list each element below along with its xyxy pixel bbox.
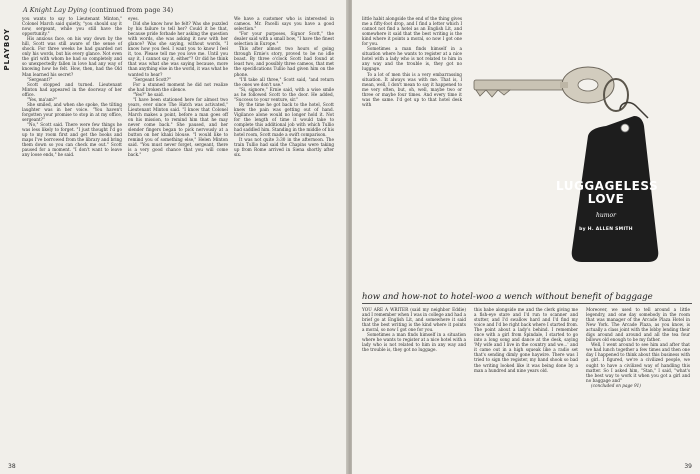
paragraph: "For your purposes, Signor Scott," the dealer said with a small bow, "I have the finest selection in Europe."	[234, 31, 334, 47]
title-line-2: LOVE	[587, 192, 625, 206]
paragraph: His anxious face, on his way down by the hill, Scott was still aware of the sense of shock. For three weeks he had guarded not only his words, but his every glance. Not even the girl with whom he had so completely and so unexpectedly fallen in love had any way of knowing how he felt. How, then, had the Old Man learned his secret?	[22, 36, 122, 77]
paragraph: eyes.	[128, 16, 139, 21]
paragraph: this babe alongside me and the clerk giving me a fish-eye stare and I'd run to scanner and stutter, and I'd swallow hard and I'd find my voice and I'd be right back where I started from. The point about a lady's behind. I remember once with a girl from Spindale, I started to go into a long song and dance at the desk, saying 'My wife and I live in the country and we...' and it came out in a high squeak like a radio set that's sending dimly gone haywire. There was I tried to sign the register, my hand shook so bad the writing looked like it was being done by a man a hundred and nine years old.	[474, 307, 578, 373]
paragraph: To a lot of men this is a very embarrassing situation. It always was with me. That is, I mean, well, I don't mean to say it happened to me very often, but, oh, well, maybe two or three or maybe four times. And every time it was the same. I'd get up to that hotel desk with	[362, 71, 462, 107]
magazine-name-vertical: PLAYBOY	[3, 28, 11, 71]
paragraph: "No," Scott said. There were few things he was less likely to forget. "I just thought I'd go up to my room first and get the books and maps I've borrowed from the library and bring them down so you can check me out." Scott paused for a moment. "I don't want to leave any loose ends," he said.	[22, 121, 122, 158]
left-column-2	[128, 16, 228, 461]
divider	[362, 303, 692, 304]
paragraph: "Yes?" he said.	[133, 91, 164, 97]
running-head-title: A Knight Lay Dying	[23, 6, 88, 14]
page-number-left: 38	[8, 463, 16, 470]
article-deck: how and how-not to hotel-woo a wench without benefit of baggage	[362, 292, 653, 302]
article-byline: by H. ALLEN SMITH	[579, 227, 633, 232]
right-column-bottom-1	[362, 307, 466, 462]
article-genre: humor	[596, 212, 616, 219]
paragraph: "I'll take all three," Scott said, "and return the ones we don't use."	[234, 76, 334, 87]
paragraph: Did she know how he felt? Was she puzzled by his failure to tell her? Could it be that, because pride forbade her asking the question with words, she was asking it now with her glance? Was she saying, without words, "I know how you feel. I want you to know I feel it, too. Please tell me you love me. Until you say it, I cannot say it, either"? Or did he think that was what she was saying because, more than anything else in the world, it was what he wanted to hear?	[128, 21, 228, 77]
paragraph: By the time he got back to the hotel, Scott knew the pain was getting out of hand. Vigilance alone would no longer hold it. Not for the length of time it would take to complete this additional job with which Tullio had saddled him. Standing in the middle of his hotel room, Scott made a swift comparison.	[234, 101, 334, 138]
right-column-bottom-3	[586, 307, 690, 462]
right-page	[352, 0, 700, 474]
paragraph: Sometimes a man finds himself in a situation where he wants to register at a nice hotel with a lady who is not related to him in any way and the trouble is, they got no luggage.	[362, 332, 466, 353]
paragraph: For a stunned moment he did not realize she had broken the silence.	[128, 81, 228, 92]
paragraph: This after almost two hours of going through Ernie's story, proved to be no idle boast. By three o'clock Scott had found at least two, and possibly three cameos, that met the specifications Tullio had given him on the phone.	[234, 46, 334, 77]
paragraph: Well, I went around to see him and after that we had lunch together a few times and then one day I happened to think about this business with a girl. I figured, we're a civilized people, we ought to have a civilized way of handling this matter. So I asked him, "Stan," I said, "what's the best way to work it when you got a girl and no baggage and"	[586, 342, 690, 383]
title-line-1: LUGGAGELESS	[556, 179, 659, 193]
running-head	[23, 6, 173, 14]
paragraph: "Yes, ma'am?"	[27, 96, 57, 102]
paragraph: "I have been stationed here for almost two years, ever since The Hatch was activated," Lieutenant Minton said. "I know that Colonel March makes a point, before a man goes off on his mission, to remind him that he may never come back." She paused, and her slender fingers began to pick nervously at a button on her khaki blouse. "I would like to remind you of something else," Helen Minton said. "You must never forget, sergeant, there is a very good chance that you will come back."	[128, 96, 228, 158]
paragraph: Moreover, we used to tell around a little legendry, and one day somebody in the room that was manager of the Arcade Plaza Hotel in New York. The Arcade Plaza, as you know, is actually a class joint with the lobby lending their digs around and around and all the tea four billows old enough to be my father.	[586, 307, 690, 343]
paragraph: little habit alongside the end of the thing gives me a fifty-foot drop, and I find a letter which I cannot not find a hotel as an English Lit, and somewhere it said that the best writing is the kind where it points a moral, so now I got one for you.	[362, 16, 462, 47]
paragraph: She smiled, and when she spoke, the tilting laughter was in her voice. "You haven't forgotten your promise to stop in at my office, sergeant?"	[22, 101, 122, 122]
paragraph: "Si, signore," Ernie said, with a wise smile as he followed Scott to the door. He added, "Success to your venture, sir."	[234, 86, 334, 102]
left-page	[0, 0, 348, 474]
paragraph: "Sergeant?"	[27, 76, 53, 82]
continued-note: (concluded on page 91)	[591, 382, 641, 388]
paragraph: you wants to say to Lieutenant Minton," Colonel March said quietly, "you should say it now, sergeant, while you still have the opportunity."	[22, 16, 122, 37]
right-column-top	[362, 16, 462, 276]
left-column-3	[234, 16, 334, 461]
article-title	[556, 179, 659, 206]
paragraph: "Sergeant Scott?"	[133, 76, 171, 82]
right-column-bottom-2	[474, 307, 578, 462]
running-head-continued: (continued from page 34)	[89, 6, 174, 14]
page-number-right: 39	[684, 463, 692, 470]
paragraph: It was not quite 3:30 in the afternoon. The train Tullio had said the Chapins were taking up from Rome arrived in Siena shortly after six.	[234, 137, 334, 158]
key-icon	[474, 67, 614, 103]
paragraph: Scott stopped and turned. Lieutenant Minton had appeared in the doorway of her office.	[22, 81, 122, 97]
paragraph: YOU ARE A WRITER (said my neighbor Eddie) and I remember when I was in college and had a brief go at English Lit, and somewhere it said that the best writing is the kind where it points a moral, so now I got one for you.	[362, 307, 466, 333]
left-column-1	[22, 16, 122, 461]
paragraph: Sometimes a man finds himself in a situation where he wants to register at a nice hotel with a lady who is not related to him in any way and the trouble is, they got no luggage.	[362, 46, 462, 72]
paragraph: We have a customer who is interested in cameos. Mr. Pacelli says you have a good selection."	[234, 16, 334, 32]
